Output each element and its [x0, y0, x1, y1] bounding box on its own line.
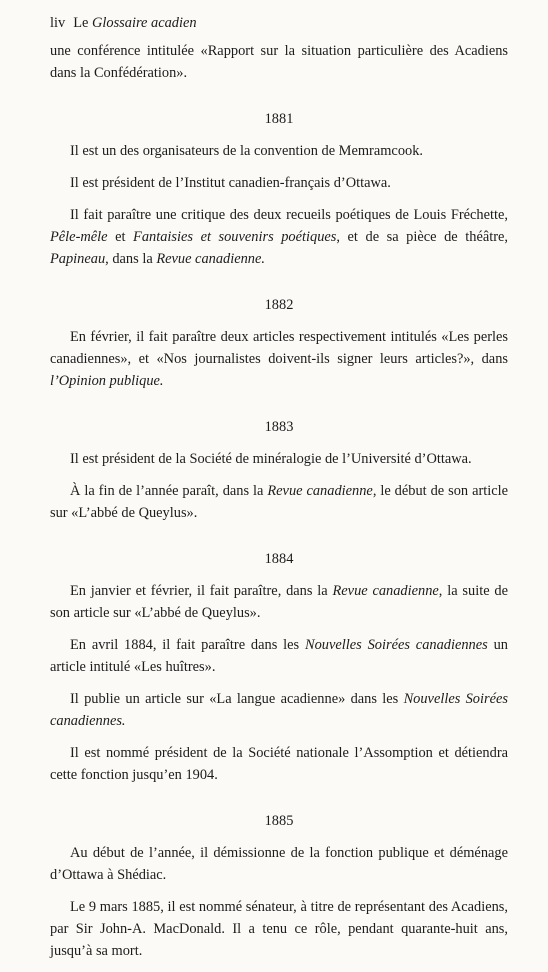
paragraph-text: , la suite de son article sur «L’abbé de Queylus».	[50, 583, 508, 621]
paragraph-text: Le 9 mars 1885, il est nommé sénateur, à titre de représentant des Acadiens, par Sir John-A. MacDonald. Il a tenu ce rôle, pendant quarante-huit ans, jusqu’à sa mort.	[50, 899, 508, 959]
paragraph-text: En février, il fait paraître deux articles respectivement intitulés «Les perles canadiennes», et «Nos journalistes doivent-ils signer leurs articles?», dans	[50, 329, 508, 367]
year-heading: 1882	[264, 297, 294, 313]
running-head-prefix: Le	[73, 15, 92, 31]
page	[50, 12, 508, 972]
entry-paragraph	[50, 448, 508, 470]
entry-paragraph	[50, 172, 508, 194]
year-heading: 1885	[264, 813, 294, 829]
paragraph-text: un article intitulé «Les huîtres».	[50, 637, 508, 675]
paragraph-text: et	[107, 229, 134, 245]
paragraph-text: , et de sa pièce de théâtre,	[336, 229, 508, 245]
paragraph-text: , le début de son article sur «L’abbé de Queylus».	[50, 483, 509, 521]
year-section	[50, 294, 508, 392]
year-heading: 1884	[264, 551, 294, 567]
entry-paragraph	[50, 580, 508, 624]
entry-paragraph	[50, 842, 508, 886]
paragraph-text: Il fait paraître une critique des deux recueils poétiques de Louis Fréchette,	[70, 207, 508, 223]
paragraph-text: Au début de l’année, il démissionne de la fonction publique et déménage d’Ottawa à Shédiac.	[50, 845, 508, 883]
year-heading: 1883	[264, 419, 294, 435]
paragraph-text: En avril 1884, il fait paraître dans les	[70, 637, 305, 653]
entry-paragraph	[50, 742, 508, 786]
paragraph-text: Il est président de l’Institut canadien-français d’Ottawa.	[70, 175, 391, 191]
italic-title-text: Revue canadienne	[267, 483, 373, 499]
entry-paragraph	[50, 480, 508, 524]
italic-title-text: Revue canadienne.	[156, 251, 265, 267]
entry-paragraph	[50, 204, 508, 270]
paragraph-text: Il est président de la Société de minéralogie de l’Université d’Ottawa.	[70, 451, 472, 467]
running-head-title: Glossaire acadien	[91, 15, 197, 31]
paragraph-text: , dans la	[105, 251, 157, 267]
chronology-sections	[50, 108, 508, 962]
year-heading: 1881	[264, 111, 294, 127]
paragraph-text: À la fin de l’année paraît, dans la	[70, 483, 268, 499]
year-section	[50, 108, 508, 270]
paragraph-text: Il publie un article sur «La langue acadienne» dans les	[70, 691, 404, 707]
italic-title-text: Nouvelles Soirées canadiennes	[305, 637, 488, 653]
italic-title-text: Papineau	[50, 251, 106, 267]
paragraph-text: Il est un des organisateurs de la convention de Memramcook.	[70, 143, 424, 159]
italic-title-text: Nouvelles Soirées canadiennes.	[50, 691, 508, 729]
year-section	[50, 810, 508, 962]
italic-title-text: Revue canadienne	[332, 583, 439, 599]
paragraph-text: En janvier et février, il fait paraître, dans la	[70, 583, 333, 599]
italic-title-text: Fantaisies et souvenirs poétiques	[133, 229, 337, 245]
intro-paragraph: une conférence intitulée «Rapport sur la situation particulière des Acadiens dans la Confédération».	[50, 43, 508, 81]
year-section	[50, 548, 508, 786]
year-section	[50, 416, 508, 524]
entry-paragraph	[50, 896, 508, 962]
page-number: liv	[50, 15, 66, 31]
running-head	[50, 12, 508, 34]
entry-paragraph	[50, 634, 508, 678]
entry-paragraph	[50, 688, 508, 732]
italic-title-text: Pêle-mêle	[50, 229, 108, 245]
paragraph-text: Il est nommé président de la Société nationale l’Assomption et détiendra cette fonction jusqu’en 1904.	[50, 745, 508, 783]
entry-paragraph	[50, 326, 508, 392]
entry-paragraph	[50, 140, 508, 162]
italic-title-text: l’Opinion publique.	[50, 373, 164, 389]
